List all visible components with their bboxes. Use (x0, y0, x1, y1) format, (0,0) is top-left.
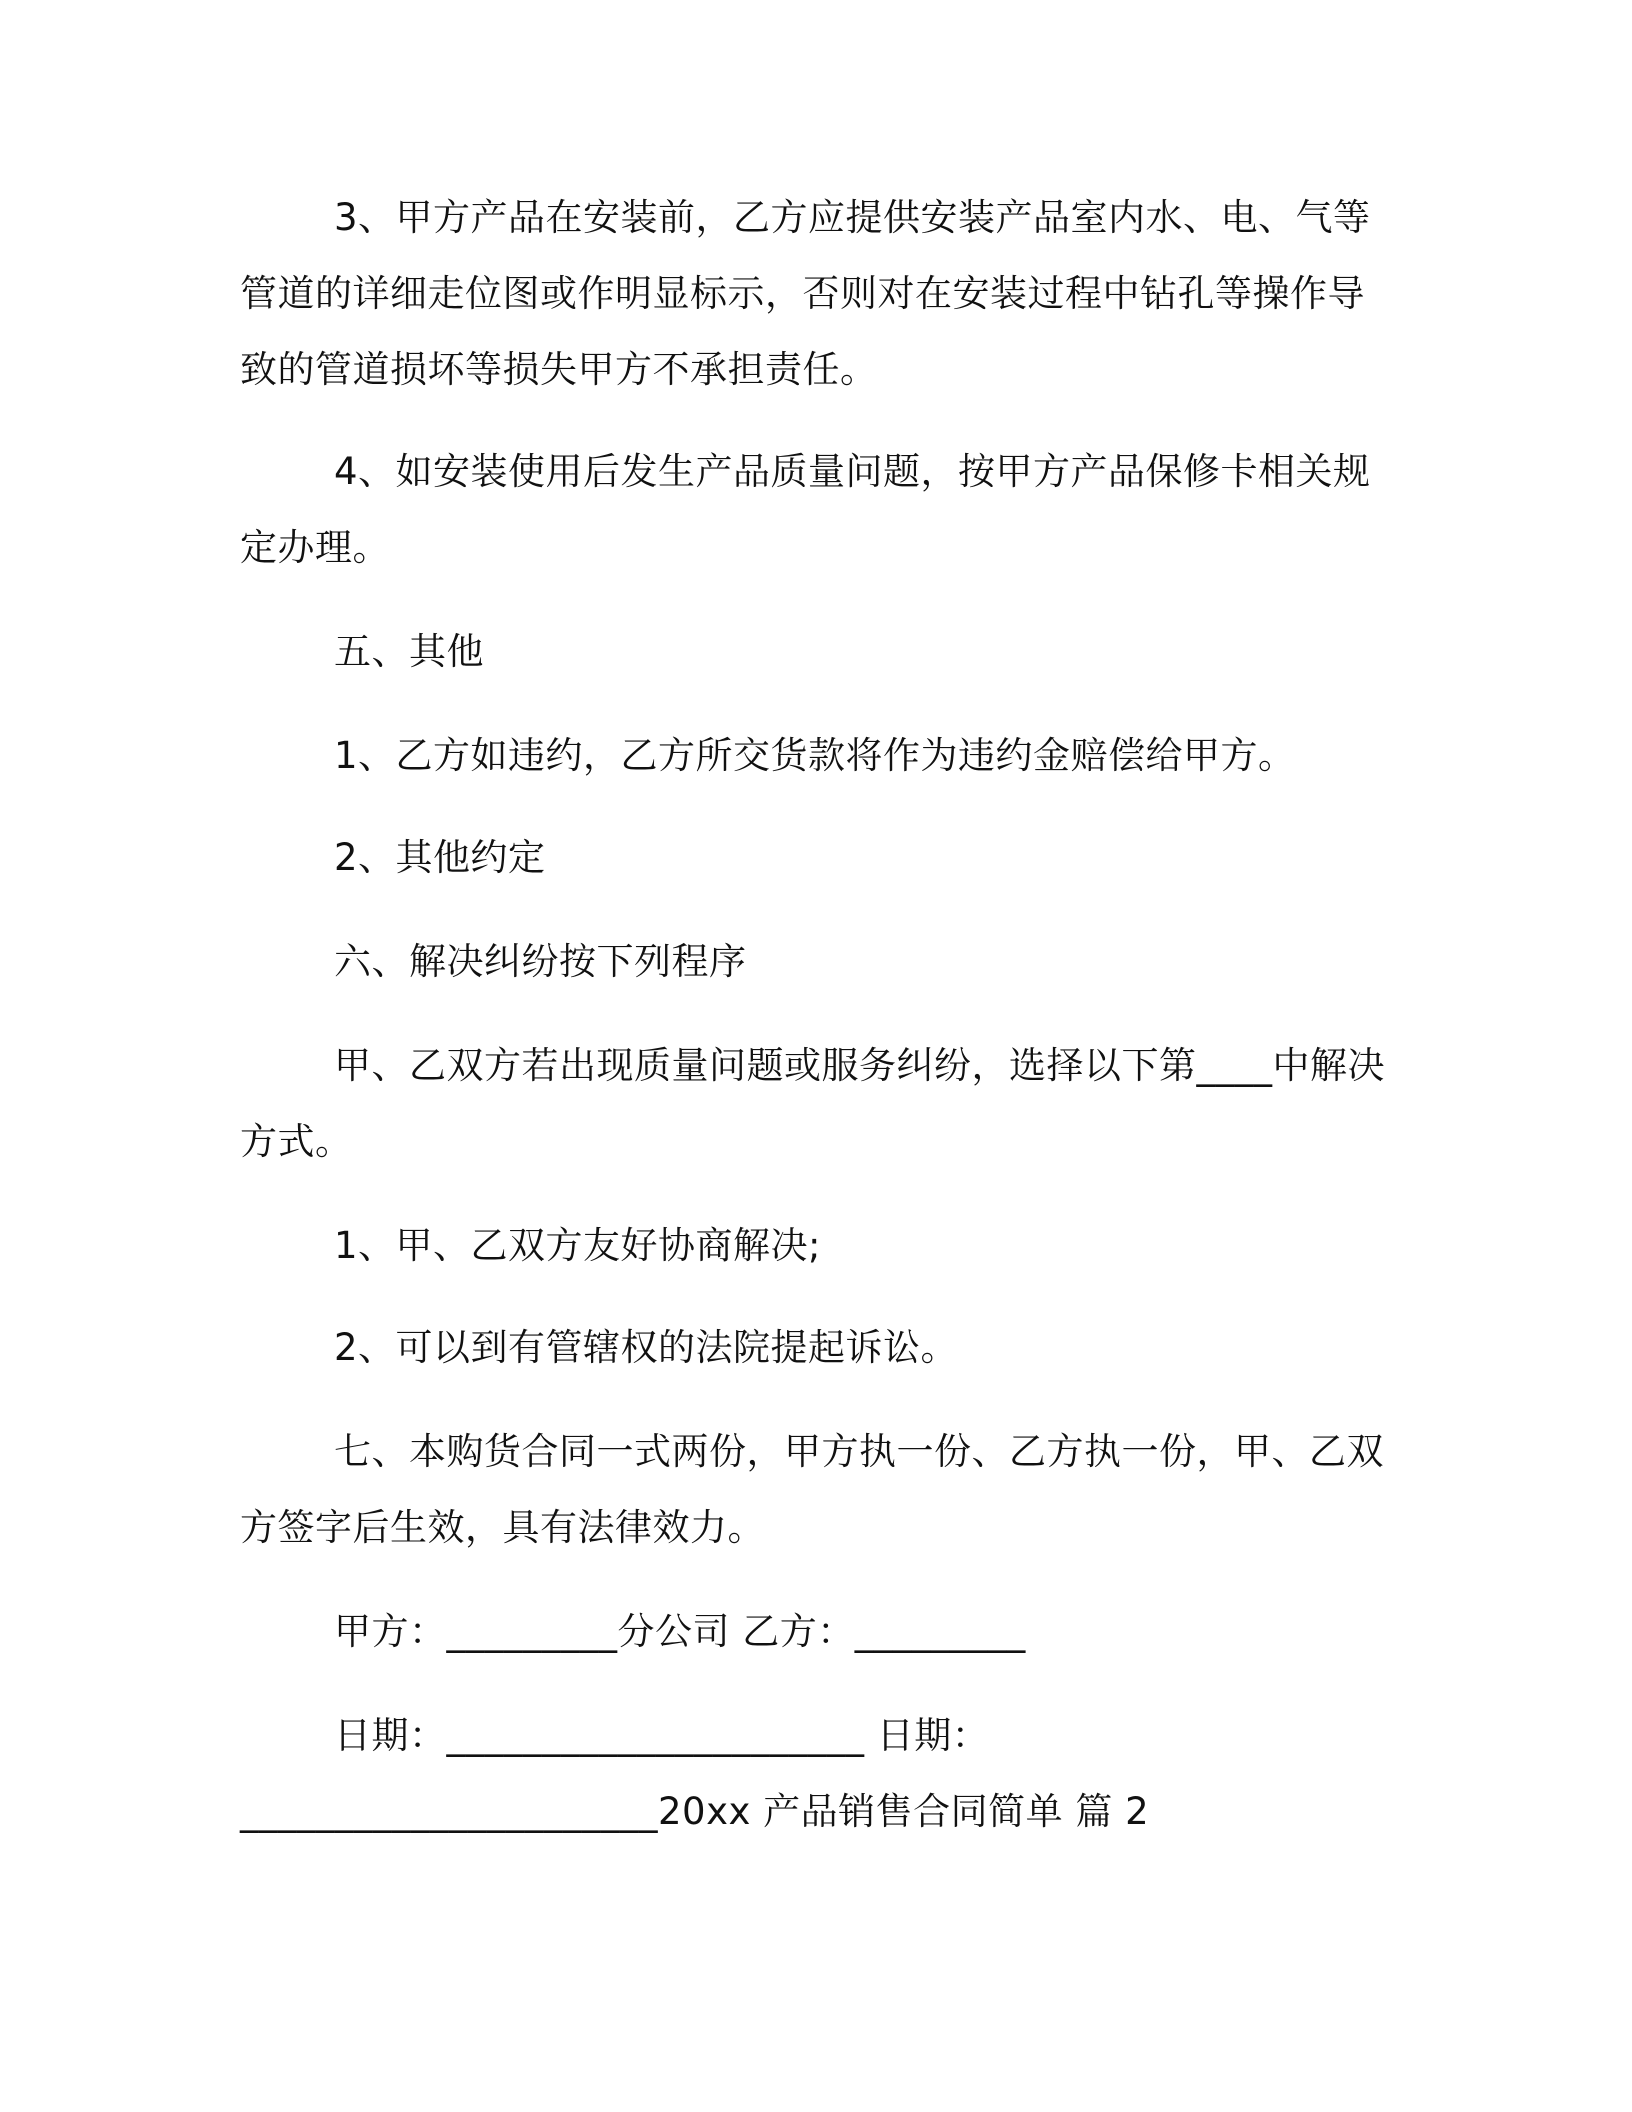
signature-parties: 甲方：_________分公司 乙方：_________ (334, 1610, 1026, 1653)
section-5-heading: 五、其他 (334, 630, 484, 673)
clause-5-2: 2、其他约定 (334, 836, 546, 879)
date-blank-and-next-title: ______________________20xx 产品销售合同简单 篇 2 (240, 1790, 1150, 1833)
clause-4-4-line-2: 定办理。 (240, 526, 390, 569)
section-6-heading: 六、解决纠纷按下列程序 (334, 940, 747, 983)
clause-6-1: 1、甲、乙双方友好协商解决; (334, 1224, 822, 1267)
clause-4-3-line-3: 致的管道损坏等损失甲方不承担责任。 (240, 348, 878, 391)
section-7-line-2: 方签字后生效，具有法律效力。 (240, 1506, 765, 1549)
signature-dates: 日期：______________________ 日期： (334, 1714, 990, 1757)
clause-6-2: 2、可以到有管辖权的法院提起诉讼。 (334, 1326, 959, 1369)
clause-4-3-line-2: 管道的详细走位图或作明显标示，否则对在安装过程中钻孔等操作导 (240, 272, 1365, 315)
clause-5-1: 1、乙方如违约，乙方所交货款将作为违约金赔偿给甲方。 (334, 734, 1296, 777)
section-7-line-1: 七、本购货合同一式两份，甲方执一份、乙方执一份，甲、乙双 (334, 1430, 1384, 1473)
section-6-intro-line-1: 甲、乙双方若出现质量问题或服务纠纷，选择以下第____中解决 (334, 1044, 1385, 1087)
clause-4-4-line-1: 4、如安装使用后发生产品质量问题，按甲方产品保修卡相关规 (334, 450, 1371, 493)
clause-4-3-line-1: 3、甲方产品在安装前，乙方应提供安装产品室内水、电、气等 (334, 196, 1371, 239)
section-6-intro-line-2: 方式。 (240, 1120, 353, 1163)
